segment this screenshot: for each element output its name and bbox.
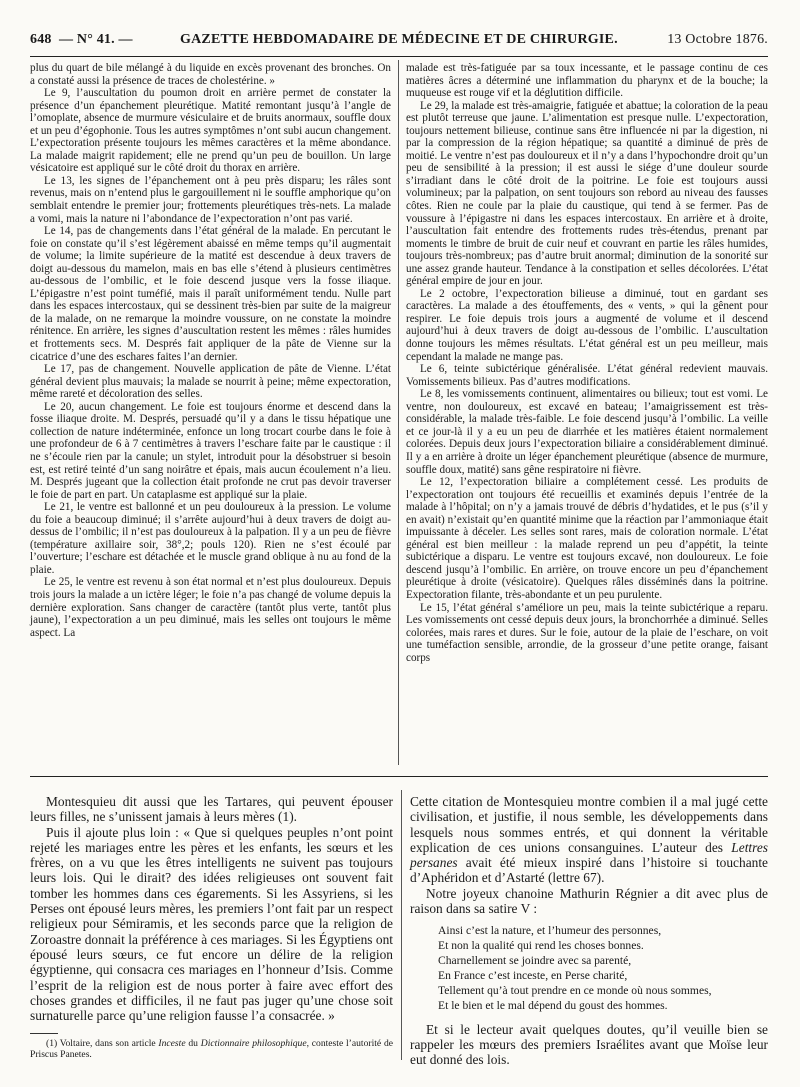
- paragraph: Le 9, l’auscultation du poumon droit en arrière permet de constater la présence d’un épanchement pleurétique. Matité remontant jusqu’à l’angle de l’omoplate, absence de murmure vésiculaire et de bruits anormaux, souffle doux et un peu d’égophonie. Tous les autres symptômes n’ont subi aucun changement. L’expectoration présente toujours les mêmes caractères et la même abondance. La malade maigrit rapidement; elle ne prend qu’un peu de bouillon. Un large vésicatoire est appliqué sur le côté droit du thorax en arrière.: [30, 87, 391, 175]
- paragraph: Le 2 octobre, l’expectoration bilieuse a diminué, tout en gardant ses caractères. La malade a des étouffements, des « vents, » qui la gênent pour respirer. Le foie depuis trois jours a augmenté de volume et il descend aujourd’hui à deux travers de doigt au-dessous de l’ombilic. L’auscultation donne toujours les mêmes résultats. L’état général est un peu meilleur, mais cependant la malade ne mange pas.: [406, 287, 768, 363]
- section-rule: [30, 776, 768, 777]
- paragraph: Le 6, teinte subictérique généralisée. L’état général redevient mauvais. Vomissements bilieux. Pas d’autres modifications.: [406, 363, 768, 388]
- right-column: [406, 62, 768, 664]
- feuilleton-right-column: [410, 794, 768, 1068]
- paragraph: Montesquieu dit aussi que les Tartares, qui peuvent épouser leurs filles, ne s’unissent jamais à leurs mères (1).: [30, 794, 393, 825]
- footnote: (1) Voltaire, dans son article Inceste du Dictionnaire philosophique, conteste l’autorité de Priscus Panetes.: [30, 1038, 394, 1061]
- paragraph: plus du quart de bile mélangé à du liquide en excès provenant des bronches. On a constaté aussi la présence de traces de cholestérine. »: [30, 62, 391, 87]
- footnote-rule: [30, 1033, 58, 1034]
- paragraph: Le 29, la malade est très-amaigrie, fatiguée et abattue; la coloration de la peau est plutôt terreuse que jaune. L’alimentation est presque nulle. L’expectoration, toujours nettement bilieuse, continue sans être influencée ni par la digestion, ni par la compression de la région hépatique; sa quantité a diminué de près de moitié. Le ventre n’est pas douloureux et il n’y a dans l’hypochondre droit qu’un peu de sensibilité à la pression; il est aussi le siége d’une douleur sourde s’irradiant dans le côté droit de la poitrine. Le foie est toujours aussi volumineux; par la palpation, on sent toujours son rebord au niveau des fausses côtes. Rien ne coule par la plaie du caustique, qui tend à se fermer. Pas de voussure à l’épigastre ni dans les espaces intercostaux. En arrière et à droite, l’auscultation fait entendre des frottements rudes très-étendus, prenant par moments le timbre de bruit de cuir neuf et couvrant en partie les râles humides, toujours très-nombreux; pas d’autre bruit anormal; diminution de la sonorité sur une assez grande hauteur. Tendance à la constipation et selles décolorées. L’état général empire de jour en jour.: [406, 99, 768, 288]
- verse-line: Et non la qualité qui rend les choses bonnes.: [438, 939, 644, 953]
- paragraph: Le 12, l’expectoration biliaire a complétement cessé. Les produits de l’expectoration ont toujours été recueillis et examinés depuis l’entrée de la malade à l’hôpital; on n’y a jamais trouvé de débris d’hydatides, et le pus (s’il y en avait) n’existait qu’en quantité minime que la réaction par l’ammoniaque était impuissante à déceler. Les selles sont rares, mais de coloration normale. L’état général est bien meilleur : la malade reprend un peu d’appétit, la teinte subictérique a disparu. Le ventre est toujours excavé, non douloureux. Le foie descend jusqu’à l’ombilic. En arrière, on trouve encore un peu d’épanchement pleurétique à droite (vésicatoire). Quelques râles disséminés dans la poitrine. Expectoration filante, très-abondante et un peu purulente.: [406, 476, 768, 601]
- paragraph: Le 25, le ventre est revenu à son état normal et n’est plus douloureux. Depuis trois jours la malade a un ictère léger; le foie n’a pas changé de volume depuis la dernière exploration. Sans changer de caractère (tantôt plus verte, tantôt plus jaune), l’expectoration a un peu diminué, mais les selles ont toujours le même aspect. La: [30, 576, 391, 639]
- paragraph: Le 8, les vomissements continuent, alimentaires ou bilieux; tout est vomi. Le ventre, non douloureux, est excavé en bateau; l’amaigrissement est très-considérable, la malade très-faible. Le foie descend jusqu’à l’ombilic. La veille et ce jour-là il y a eu un peu de diarrhée et les matières étaient normalement colorées. Depuis deux jours l’expectoration biliaire a considérablement diminué. Il y a en arrière à droite un léger épanchement pleurétique (absence de murmure, souffle doux, matité) sans gêne respiratoire ni fièvre.: [406, 388, 768, 476]
- journal-title: GAZETTE HEBDOMADAIRE DE MÉDECINE ET DE CHIRURGIE.: [180, 32, 618, 47]
- page-number: 648 — N° 41. —: [30, 32, 133, 47]
- left-column: [30, 62, 391, 639]
- paragraph: Le 14, pas de changements dans l’état général de la malade. En percutant le foie on constate qu’il s’est légèrement abaissé en même temps qu’il augmentait de volume; la limite supérieure de la matité est descendue à deux travers de doigt au-dessous du mamelon, mais en bas elle s’étend à plusieurs centimètres au-dessous de l’ombilic, et le foie descend jusque vers la fosse iliaque. L’épigastre n’est point tuméfié, mais il paraît uniformément tendu. Nulle part dans les espaces intercostaux, qui se dessinent très-bien par suite de la maigreur de la malade, on ne remarque la moindre voussure, on ne constate la moindre rénitence. En arrière, les signes d’auscultation restent les mêmes : râles humides et frottements secs. M. Després fait appliquer de la pâte de Vienne sur la cicatrice d’une des eschares faites l’an dernier.: [30, 225, 391, 363]
- paragraph: Le 13, les signes de l’épanchement ont à peu près disparu; les râles sont revenus, mais on n’entend plus le gargouillement ni le souffle amphorique qu’on semblait entendre le premier jour; frottements pleurétiques très-nets. La malade a vomi, mais la nature ni l’abondance de l’expectoration n’ont pas varié.: [30, 174, 391, 225]
- paragraph: Le 17, pas de changement. Nouvelle application de pâte de Vienne. L’état général devient plus mauvais; la malade se nourrit à peine; même expectoration, même rareté et décoloration des selles.: [30, 363, 391, 401]
- verse-line: Ainsi c’est la nature, et l’humeur des personnes,: [438, 924, 662, 938]
- verse-line: Et le bien et le mal dépend du goust des hommes.: [438, 998, 668, 1012]
- paragraph: Le 21, le ventre est ballonné et un peu douloureux à la pression. Le volume du foie a beaucoup diminué; il s’arrête aujourd’hui à deux travers de doigt au-dessus de l’ombilic; il n’est pas douloureux à la palpation. Il y a un peu de fièvre (température axillaire soir, 38°,2; pouls 120). Rien ne s’est écoulé par l’ouverture; l’eschare est détachée et le muscle grand oblique à nu au fond de la plaie.: [30, 501, 391, 576]
- paragraph: malade est très-fatiguée par sa toux incessante, et le passage continu de ces matières âcres a déterminé une inflammation du pharynx et de la bouche; la muqueuse est rouge vif et la déglutition difficile.: [406, 62, 768, 100]
- feuilleton-divider: [401, 790, 402, 1060]
- paragraph: Le 20, aucun changement. Le foie est toujours énorme et descend dans la fosse iliaque droite. M. Després, persuadé qu’il y a dans le tissu hépatique une collection de nature indéterminée, enfonce un long trocart courbe dans le foie à une profondeur de 6 à 7 centimètres à travers l’eschare faite par le caustique : il ne s’écoule rien par la canule; un stylet, introduit pour la désobstruer si besoin est, est retiré teinté d’un sang noirâtre et épais, mais aucun écoulement n’a lieu. M. Després jugeant que la collection était profonde ne crut pas devoir traverser le foie de part en part. Un cataplasme est appliqué sur la plaie.: [30, 400, 391, 501]
- paragraph: Notre joyeux chanoine Mathurin Régnier a dit avec plus de raison dans sa satire V :: [410, 885, 768, 917]
- column-divider: [398, 60, 399, 765]
- verse-line: Charnellement se joindre avec sa parenté,: [438, 954, 632, 968]
- paragraph: Le 15, l’état général s’améliore un peu, mais la teinte subictérique a reparu. Les vomissements ont cessé depuis deux jours, la bronchorrhée a diminué. Selles colorées, mais rares et dures. Sur le foie, autour de la plaie de l’eschare, on voit une tuméfaction sensible, arrondie, de la grosseur d’une petite orange, faisant corps: [406, 601, 768, 664]
- verse-line: En France c’est inceste, en Perse charité,: [438, 969, 628, 983]
- verse-quotation: [438, 924, 768, 1013]
- issue-date: 13 Octobre 1876.: [667, 32, 768, 47]
- feuilleton-left-column: [30, 794, 393, 1060]
- header-rule: [30, 56, 768, 57]
- paragraph: Puis il ajoute plus loin : « Que si quelques peuples n’ont point rejeté les mariages entre les pères et les enfants, les sœurs et les frères, on a vu que les êtres intelligents ne suivent pas toujours leurs lois. Qui le dirait? des idées religieuses ont souvent fait tomber les hommes dans ces égarements. Si les Assyriens, si les Perses ont épousé leurs mères, les premiers l’ont fait par un respect religieux pour Sémiramis, et les seconds parce que la religion de Zoroastre donnait la préférence à ces mariages. Si les Égyptiens ont épousé leurs sœurs, ce fut encore un délire de la religion égyptienne, qui consacra ces mariages en l’honneur d’Isis. Comme l’esprit de la religion est de nous porter à faire avec effort des choses grandes et difficiles, il ne faut pas juger qu’une chose soit surnaturelle parce qu’une religion fausse l’a consacrée. »: [30, 824, 393, 1024]
- verse-line: Tellement qu’à tout prendre en ce monde où nous sommes,: [438, 984, 712, 997]
- page-header: [30, 30, 768, 52]
- paragraph: Cette citation de Montesquieu montre combien il a mal jugé cette civilisation, et justifie, il nous semble, les développements dans lesquels nous sommes entrés, et qui donnent la véritable explication de ces unions consanguines. L’auteur des Lettres persanes avait été mieux inspiré dans l’histoire si touchante d’Aphéridon et d’Astarté (lettre 67).: [410, 794, 768, 886]
- paragraph: Et si le lecteur avait quelques doutes, qu’il veuille bien se rappeler les mœurs des premiers Israélites avant que Moïse leur eut donné des lois.: [410, 1021, 768, 1068]
